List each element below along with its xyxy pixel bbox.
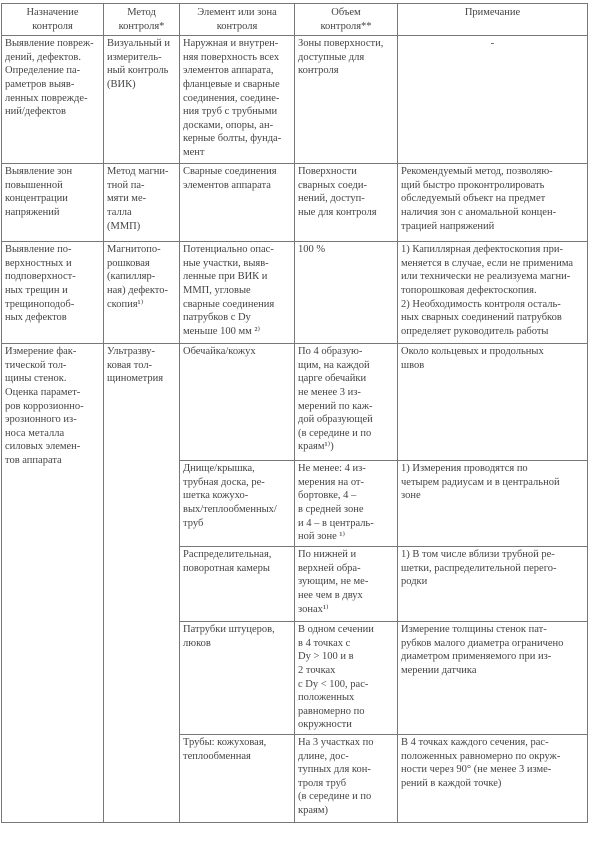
header-element: Элемент или зона контроля <box>180 4 295 36</box>
volume-cell: По нижней и верхней обра- зующим, не ме- нее чем в двух зонах¹⁾ <box>295 547 398 622</box>
element-cell: Обечайка/кожух <box>180 344 295 461</box>
volume-cell: Не менее: 4 из- мерения на от- бортовке, 4 – в средней зоне и 4 – в централь- ной зоне ¹⁾ <box>295 461 398 547</box>
control-methods-table <box>1 3 588 823</box>
header-note: Примечание <box>398 4 588 36</box>
volume-cell: На 3 участках по длине, дос- тупных для кон- троля труб (в середине и по краям) <box>295 734 398 822</box>
table-row <box>2 344 588 461</box>
element-cell: Трубы: кожуховая, теплообменная <box>180 734 295 822</box>
note-cell: - <box>398 36 588 164</box>
header-purpose: Назначение контроля <box>2 4 104 36</box>
table-row <box>2 242 588 344</box>
note-cell: Рекомендуемый метод, позволяю- щий быстро проконтролировать обследуемый объект на предмет наличия зон с аномальной концен- трацией напряжений <box>398 164 588 242</box>
note-cell: Около кольцевых и продольных швов <box>398 344 588 461</box>
note-cell: Измерение толщины стенок пат- рубков малого диаметра ограничено диаметром применяемого при из- мерении датчика <box>398 622 588 735</box>
table-row <box>2 36 588 164</box>
element-cell: Сварные соединения элементов аппарата <box>180 164 295 242</box>
volume-cell: В одном сечении в 4 точках с Dу > 100 и в 2 точках с Dу < 100, рас- положенных равномерно по окружности <box>295 622 398 735</box>
volume-cell: Поверхности сварных соеди- нений, доступ- ные для контроля <box>295 164 398 242</box>
method-cell: Визуальный и измеритель- ный контроль (ВИК) <box>104 36 180 164</box>
element-cell: Днище/крышка, трубная доска, ре- шетка кожухо- вых/теплообменных/ труб <box>180 461 295 547</box>
purpose-cell: Выявление повреж- дений, дефектов. Определение па- раметров выяв- ленных поврежде- ний/дефектов <box>2 36 104 164</box>
purpose-cell: Выявление зон повышенной концентрации напряжений <box>2 164 104 242</box>
volume-cell: Зоны поверхности, доступные для контроля <box>295 36 398 164</box>
method-cell: Метод магни- тной па- мяти ме- талла (ММП) <box>104 164 180 242</box>
element-cell: Патрубки штуцеров, люков <box>180 622 295 735</box>
header-volume: Объем контроля** <box>295 4 398 36</box>
method-cell: Ультразву- ковая тол- щинометрия <box>104 344 180 823</box>
purpose-cell: Измерение фак- тической тол- щины стенок. Оценка парамет- ров коррозионно- эрозионного из- носа металла силовых элемен- тов аппарата <box>2 344 104 823</box>
purpose-cell: Выявление по- верхностных и подповерхност- ных трещин и трещиноподоб- ных дефектов <box>2 242 104 344</box>
table-header-row <box>2 4 588 36</box>
volume-cell: По 4 образую- щим, на каждой царге обечайки не менее 3 из- мерений по каж- дой образующей (в середине и по краям¹⁾) <box>295 344 398 461</box>
note-cell: 1) В том числе вблизи трубной ре- шетки, распределительной перего- родки <box>398 547 588 622</box>
note-cell: 1) Капиллярная дефектоскопия при- меняется в случае, если не применима или технически не реализуема магни- топорошковая дефектоскопия. 2) Необходимость контроля осталь- ных сварных соединений патрубков определяет руководитель работы <box>398 242 588 344</box>
note-cell: 1) Измерения проводятся по четырем радиусам и в центральной зоне <box>398 461 588 547</box>
header-method: Метод контроля* <box>104 4 180 36</box>
element-cell: Потенциально опас- ные участки, выяв- ленные при ВИК и ММП, угловые сварные соединения патрубков с Dу меньше 100 мм ²⁾ <box>180 242 295 344</box>
element-cell: Наружная и внутрен- няя поверхность всех элементов аппарата, фланцевые и сварные соединения, соедине- ния труб с трубными досками, опоры, ан- керные болты, фунда- мент <box>180 36 295 164</box>
method-cell: Магнитопо- рошковая (капилляр- ная) дефекто- скопия¹⁾ <box>104 242 180 344</box>
table-row <box>2 164 588 242</box>
element-cell: Распределительная, поворотная камеры <box>180 547 295 622</box>
volume-cell: 100 % <box>295 242 398 344</box>
note-cell: В 4 точках каждого сечения, рас- положенных равномерно по окруж- ности через 90° (не менее 3 изме- рений в каждой точке) <box>398 734 588 822</box>
